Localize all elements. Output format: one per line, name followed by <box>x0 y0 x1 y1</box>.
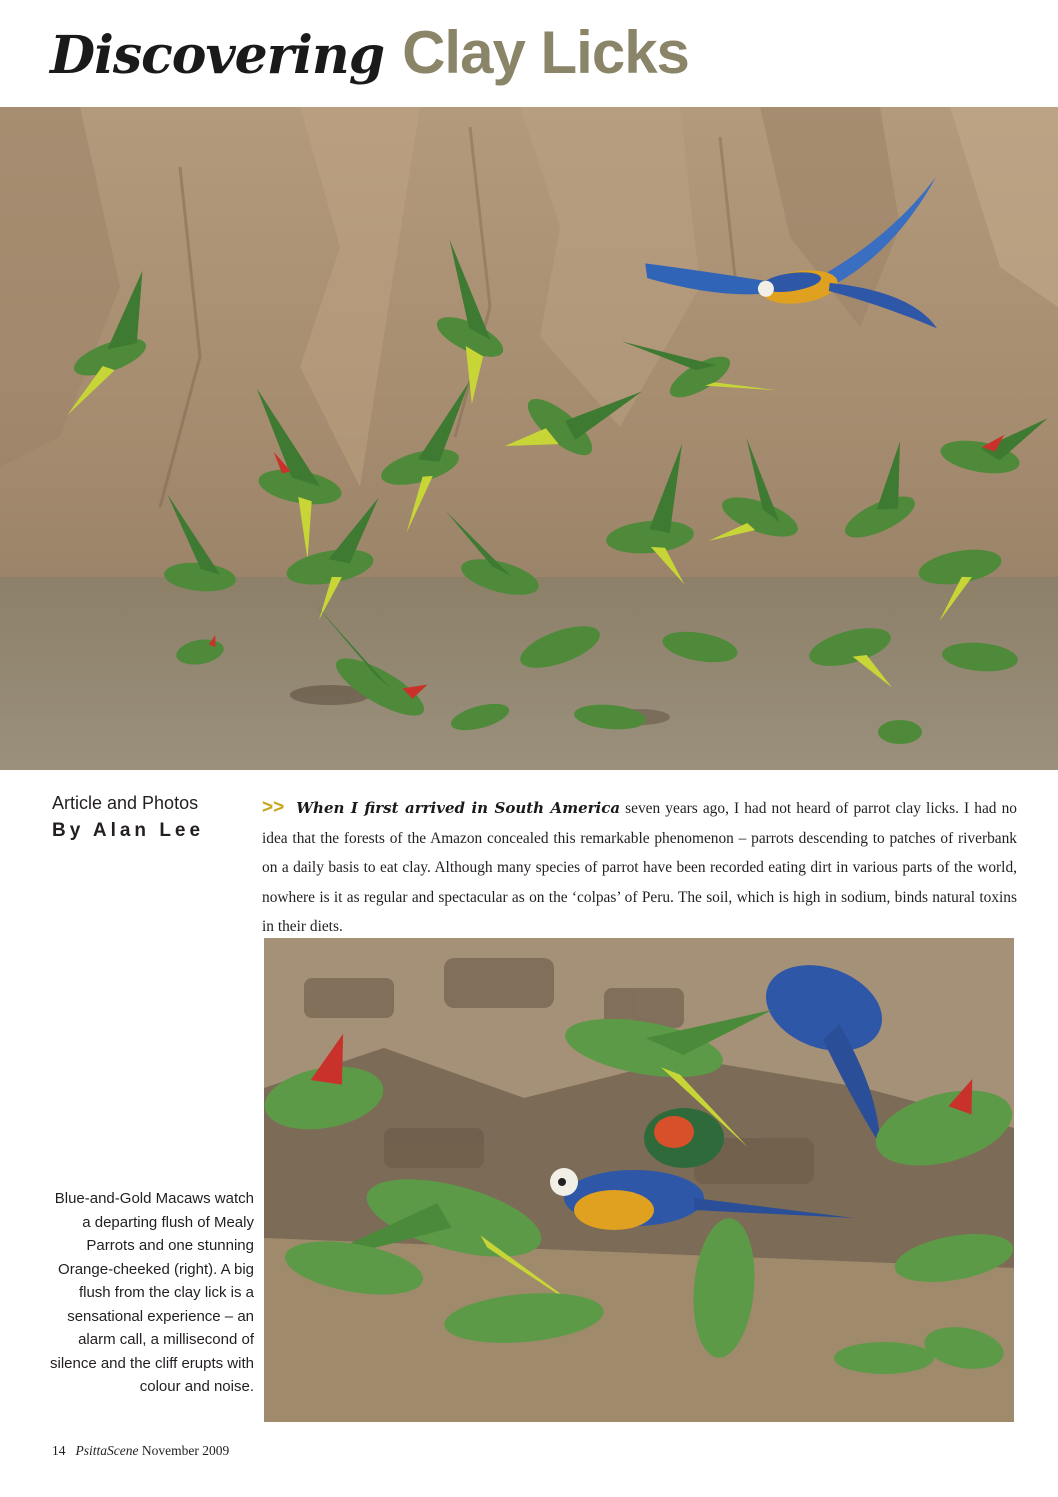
arrows-icon: >> <box>262 797 285 818</box>
page-footer <box>52 1443 229 1459</box>
byline-label: Article and Photos <box>52 793 199 813</box>
intro-paragraph <box>262 793 1017 942</box>
photo-caption: Blue-and-Gold Macaws watch a departing flush of Mealy Parrots and one stunning Orange-cheeked (right). A big flush from the clay lick is a sensational experience – an alarm call, a millisecond of silence and the cliff erupts with colour and noise. <box>49 1190 254 1395</box>
intro-text: seven years ago, I had not heard of parrot clay licks. I had no idea that the forests of the Amazon concealed this remarkable phenomenon – parrots descending to patches of riverbank on a daily basis to eat clay. Although many species of parrot have been recorded eating dirt in various parts of the world, nowhere is it as regular and spectacular as on the ‘colpas’ of Peru. The soil, which is high in sodium, binds natural toxins in their diets. <box>262 800 1017 935</box>
byline <box>52 793 204 842</box>
intro-lead: When I first arrived in South America <box>296 799 621 817</box>
title-main: Clay Licks <box>402 19 689 86</box>
page-number: 14 <box>52 1443 66 1458</box>
byline-author: By Alan Lee <box>52 820 205 841</box>
hero-photo <box>0 107 1058 770</box>
macaw-photo <box>264 938 1014 1422</box>
page-title <box>50 18 689 108</box>
issue-date: November 2009 <box>141 1443 230 1458</box>
title-script: Discovering <box>50 25 385 86</box>
magazine-name: PsittaScene <box>75 1443 139 1458</box>
